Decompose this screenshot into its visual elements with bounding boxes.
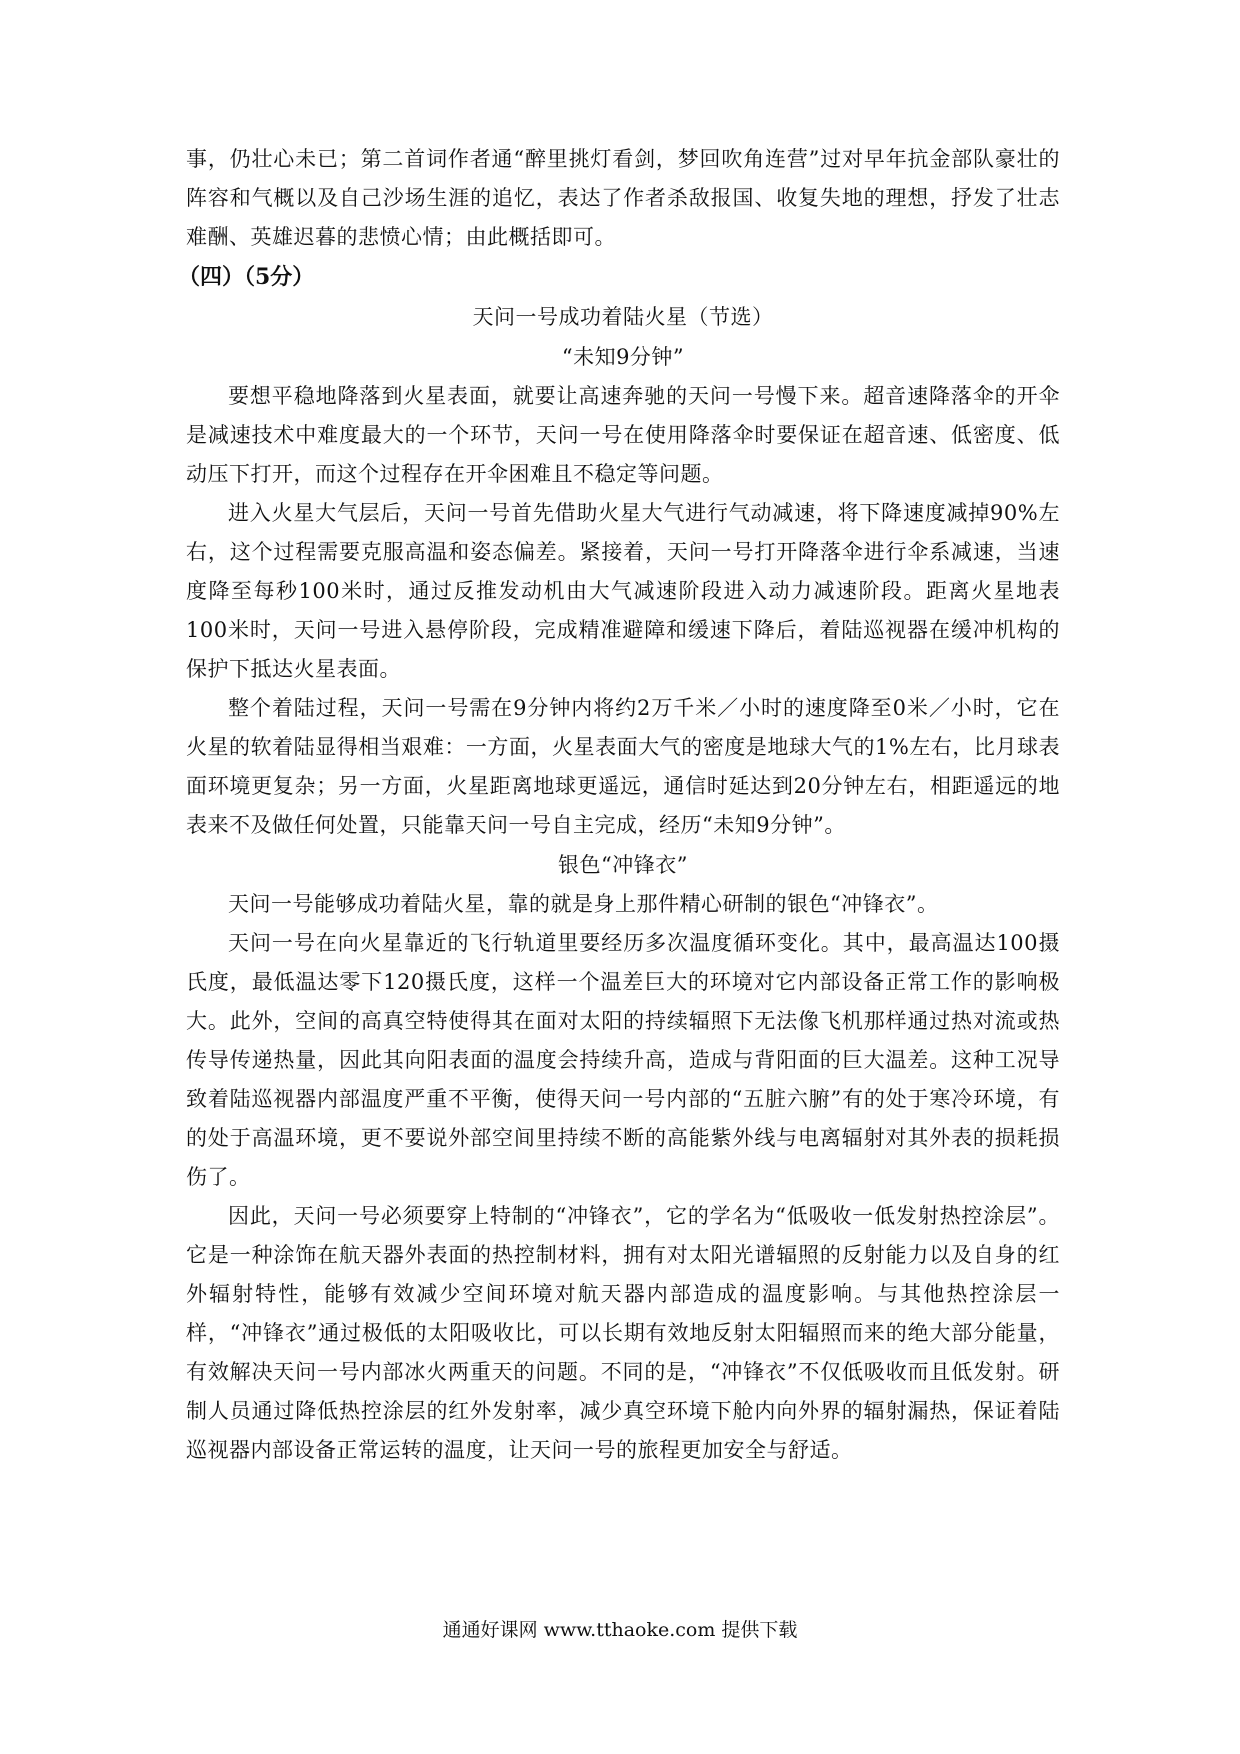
article-subtitle-2: 银色“冲锋衣”: [558, 853, 688, 877]
article-paragraph: 天问一号在向火星靠近的飞行轨道里要经历多次温度循环变化。其中，最高温达100摄氏度，最低温达零下120摄氏度，这样一个温差巨大的环境对它内部设备正常工作的影响极大。此外，空间的高真空特使得其在面对太阳的持续辐照下无法像飞机那样通过热对流或热传导传递热量，因此其向阳表面的温度会持续升高，造成与背阳面的巨大温差。这种工况导致着陆巡视器内部温度严重不平衡，使得天问一号内部的“五脏六腑”有的处于寒冷环境，有的处于高温环境，更不要说外部空间里持续不断的高能紫外线与电离辐射对其外表的损耗损伤了。: [186, 931, 1060, 1189]
article-paragraph: 进入火星大气层后，天问一号首先借助火星大气进行气动减速，将下降速度减掉90%左右，这个过程需要克服高温和姿态偏差。紧接着，天问一号打开降落伞进行伞系减速，当速度降至每秒100米时，通过反推发动机由大气减速阶段进入动力减速阶段。距离火星地表100米时，天问一号进入悬停阶段，完成精准避障和缓速下降后，着陆巡视器在缓冲机构的保护下抵达火星表面。: [186, 501, 1060, 681]
article-subtitle-1: “未知9分钟”: [561, 345, 685, 369]
section-label: （四）（5分）: [178, 264, 315, 290]
page-footer: 通通好课网 www.tthaoke.com 提供下载: [442, 1619, 798, 1641]
article-paragraph: 整个着陆过程，天问一号需在9分钟内将约2万千米／小时的速度降至0米／小时，它在火星的软着陆显得相当艰难：一方面，火星表面大气的密度是地球大气的1%左右，比月球表面环境更复杂；另一方面，火星距离地球更遥远，通信时延达到20分钟左右，相距遥远的地表来不及做任何处置，只能靠天问一号自主完成，经历“未知9分钟”。: [186, 696, 1060, 837]
article-paragraph: 天问一号能够成功着陆火星，靠的就是身上那件精心研制的银色“冲锋衣”。: [228, 892, 939, 916]
page-content: [178, 140, 1060, 1470]
article-paragraph: 要想平稳地降落到火星表面，就要让高速奔驰的天问一号慢下来。超音速降落伞的开伞是减速技术中难度最大的一个环节，天问一号在使用降落伞时要保证在超音速、低密度、低动压下打开，而这个过程存在开伞困难且不稳定等问题。: [186, 384, 1060, 486]
article-title: 天问一号成功着陆火星（节选）: [472, 305, 774, 329]
intro-paragraph: 事，仍壮心未已；第二首词作者通“醉里挑灯看剑，梦回吹角连营”过对早年抗金部队豪壮的阵容和气概以及自己沙场生涯的追忆，表达了作者杀敌报国、收复失地的理想，抒发了壮志难酬、英雄迟暮的悲愤心情；由此概括即可。: [186, 147, 1060, 249]
article-paragraph: 因此，天问一号必须要穿上特制的“冲锋衣”，它的学名为“低吸收一低发射热控涂层”。它是一种涂饰在航天器外表面的热控制材料，拥有对太阳光谱辐照的反射能力以及自身的红外辐射特性，能够有效减少空间环境对航天器内部造成的温度影响。与其他热控涂层一样，“冲锋衣”通过极低的太阳吸收比，可以长期有效地反射太阳辐照而来的绝大部分能量，有效解决天问一号内部冰火两重天的问题。不同的是，“冲锋衣”不仅低吸收而且低发射。研制人员通过降低热控涂层的红外发射率，减少真空环境下舱内向外界的辐射漏热，保证着陆巡视器内部设备正常运转的温度，让天问一号的旅程更加安全与舒适。: [186, 1204, 1060, 1462]
